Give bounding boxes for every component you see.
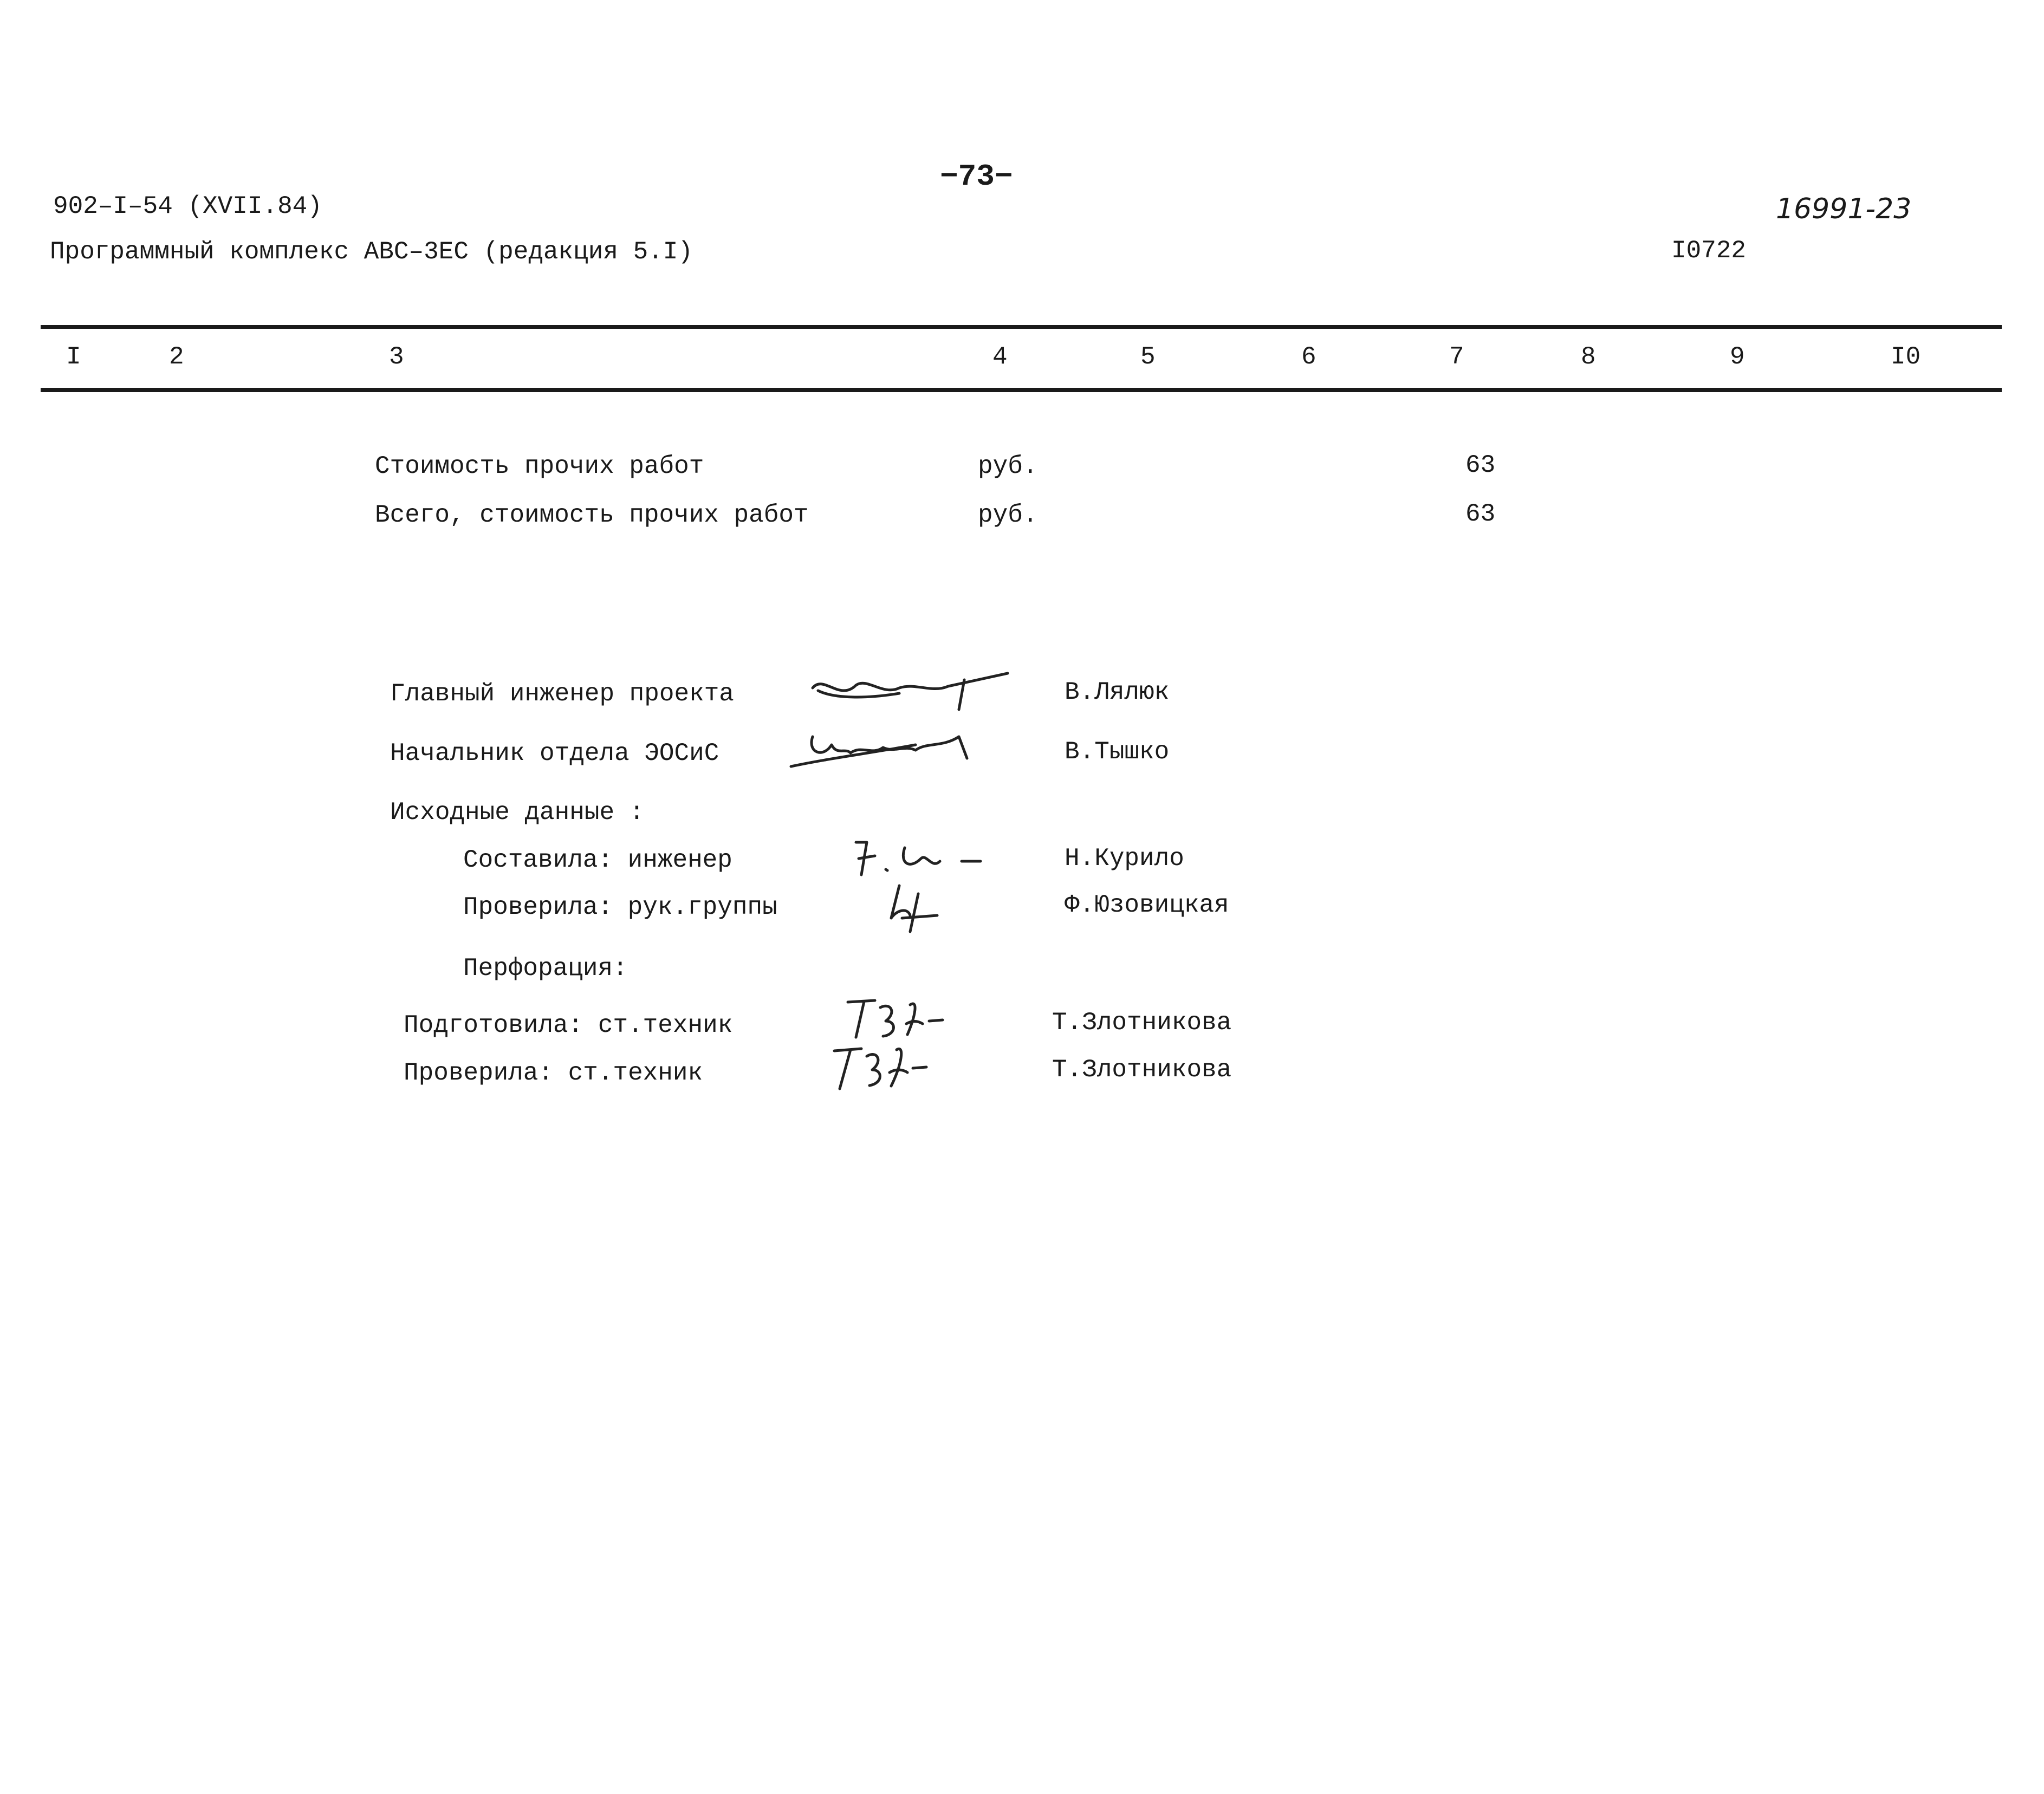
dept-head-signature [786,715,981,775]
column-header-2: 2 [169,343,184,371]
checked2-signature [823,1040,932,1094]
column-header-9: 9 [1730,343,1745,371]
row-name: Стоимость прочих работ [375,452,704,480]
chief-engineer-signature [802,664,1018,718]
dept-head-role: Начальник отдела ЭОСиС [390,739,719,768]
checked2-role: Проверила: ст.техник [404,1059,703,1087]
document-code: 902–I–54 (XVII.84) [53,192,322,220]
prepared-role: Подготовила: ст.техник [404,1011,733,1039]
column-header-7: 7 [1449,343,1464,371]
column-header-8: 8 [1581,343,1596,371]
checked2-name: Т.Злотникова [1052,1056,1232,1084]
column-header-10: I0 [1891,343,1921,371]
column-header-6: 6 [1301,343,1316,371]
row-unit: руб. [978,452,1038,480]
perforation-label: Перфорация: [463,954,628,983]
archive-number: 16991-23 [1776,193,1912,225]
column-header-4: 4 [992,343,1008,371]
chief-engineer-name: В.Лялюк [1065,678,1170,706]
page-number: −73− [940,159,1013,194]
prepared-signature [842,994,951,1043]
checked-name: Ф.Юзовицкая [1065,891,1229,919]
table-top-rule [41,325,2002,329]
prepared-name: Т.Злотникова [1052,1009,1232,1037]
row-name: Всего, стоимость прочих работ [375,501,809,529]
checked-signature [872,877,959,937]
row-value: 63 [1465,500,1496,528]
source-data-label: Исходные данные : [390,798,645,827]
row-value: 63 [1465,451,1496,479]
checked-role: Проверила: рук.группы [463,893,777,921]
sheet-number: I0722 [1671,237,1747,265]
row-unit: руб. [978,501,1038,529]
program-title: Программный комплекс АВС–3ЕС (редакция 5.I) [50,238,693,266]
column-header-5: 5 [1140,343,1156,371]
dept-head-name: В.Тышко [1065,738,1170,766]
compiled-name: Н.Курило [1065,844,1184,873]
chief-engineer-role: Главный инженер проекта [390,680,734,708]
compiled-role: Составила: инженер [463,846,732,874]
column-header-3: 3 [389,343,404,371]
table-bottom-rule [41,388,2002,392]
column-header-1: I [66,343,81,371]
